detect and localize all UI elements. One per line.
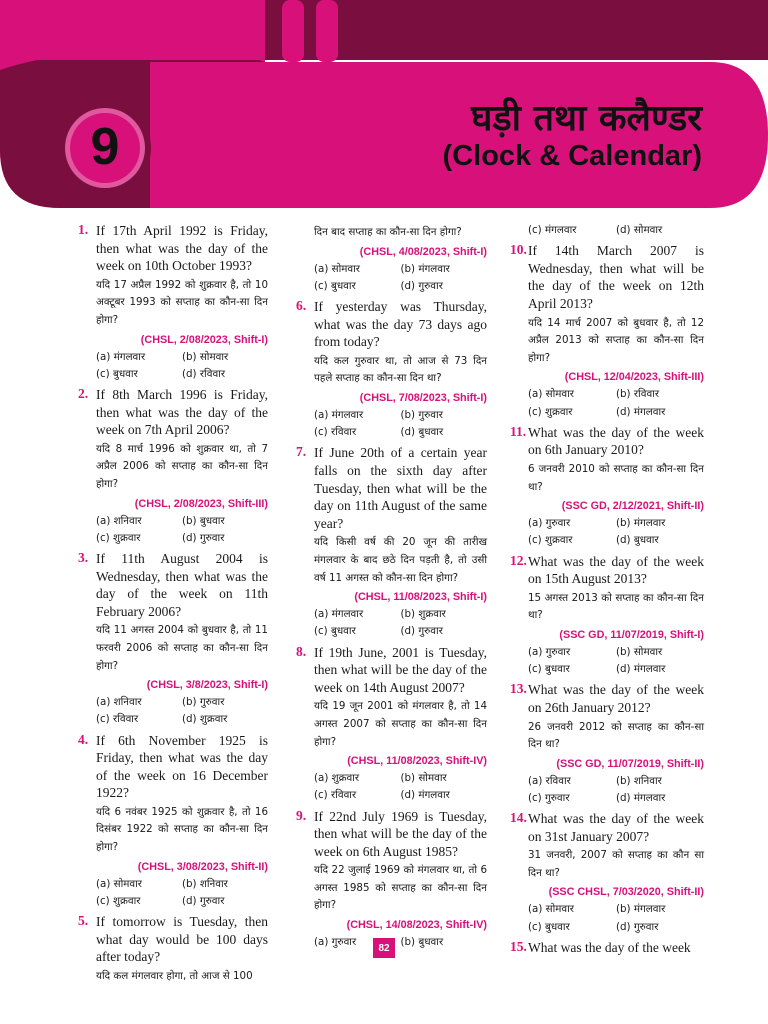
answer-option: (d) रविवार [182, 367, 226, 380]
answer-option: (a) गुरुवार [528, 517, 571, 530]
exam-source: (CHSL, 7/08/2023, Shift-I) [359, 391, 487, 404]
answer-option: (c) शुक्रवार [96, 531, 141, 544]
answer-option: (b) मंगलवार [400, 262, 450, 275]
question-text-hindi: यदि 22 जुलाई 1969 को मंगलवार था, तो 6 अगस्त 1985 को सप्ताह का कौन-सा दिन होगा? [314, 864, 487, 912]
question-text-english: What was the day of the week [528, 939, 691, 955]
answer-option: (a) शुक्रवार [314, 772, 360, 785]
answer-option: (c) गुरुवार [528, 791, 570, 804]
question-text-english: If 6th November 1925 is Friday, then what was the day of the week on 16 December 1922? [96, 732, 268, 801]
question-number: 2. [78, 385, 89, 401]
question-text-english: If June 20th of a certain year falls on the sixth day after Tuesday, then what will be the day on 11th August of the same year? [314, 445, 487, 531]
question-text-hindi: 15 अगस्त 2013 को सप्ताह का कौन-सा दिन था? [528, 591, 704, 622]
question-item [510, 939, 704, 957]
answer-option: (b) शनिवार [616, 774, 662, 787]
chapter-title-english: (Clock & Calendar) [442, 140, 702, 172]
answer-option: (a) मंगलवार [314, 608, 364, 621]
question-text-hindi: यदि 11 अगस्त 2004 को बुधवार है, तो 11 फरवरी 2006 को सप्ताह का कौन-सा दिन होगा? [96, 624, 268, 672]
question-text-hindi: 6 जनवरी 2010 को सप्ताह का कौन-सा दिन था? [528, 462, 704, 493]
question-number: 9. [296, 807, 307, 823]
answer-option: (b) सोमवार [182, 350, 229, 363]
question-text-english: If 17th April 1992 is Friday, then what was the day of the week on 10th October 1993? [96, 223, 268, 274]
answer-option: (d) बुधवार [400, 426, 444, 439]
exam-source: (CHSL, 14/08/2023, Shift-IV) [346, 919, 487, 932]
answer-options [314, 934, 487, 951]
question-number: 3. [78, 549, 89, 565]
exam-source: (SSC GD, 11/07/2019, Shift-I) [559, 628, 704, 641]
answer-option: (d) सोमवार [616, 224, 663, 236]
question-number: 10. [510, 242, 527, 258]
answer-option: (c) बुधवार [528, 663, 570, 676]
question-text-english: If 11th August 2004 is Wednesday, then what was the day of the week on 11th February 2006? [96, 550, 268, 619]
column-3 [510, 222, 704, 956]
question-text-hindi: यदि 19 जून 2001 को मंगलवार है, तो 14 अगस्त 2007 को सप्ताह का कौन-सा दिन होगा? [314, 700, 487, 748]
exam-source: (CHSL, 2/08/2023, Shift-III) [134, 497, 268, 510]
answer-option: (a) शनिवार [96, 514, 142, 527]
answer-option: (d) बुधवार [616, 534, 659, 547]
exam-source: (CHSL, 11/08/2023, Shift-IV) [347, 755, 487, 768]
question-text-english: What was the day of the week on 31st January 2007? [528, 811, 704, 844]
page-number: 82 [373, 938, 395, 958]
answer-option: (d) मंगलवार [400, 789, 450, 802]
answer-options [96, 513, 268, 547]
exam-source: (SSC GD, 11/07/2019, Shift-II) [556, 757, 704, 770]
answer-option: (b) मंगलवार [616, 517, 666, 530]
question-number: 13. [510, 681, 527, 697]
question-number: 14. [510, 810, 527, 826]
question-text-hindi: दिन बाद सप्ताह का कौन-सा दिन होगा? [314, 226, 462, 238]
answer-options [528, 644, 704, 678]
question-item [510, 681, 704, 807]
answer-option: (c) शुक्रवार [528, 534, 573, 547]
answer-option: (a) गुरुवार [528, 645, 571, 658]
answer-option: (b) सोमवार [616, 645, 663, 658]
question-number: 11. [510, 423, 527, 439]
answer-options [96, 694, 268, 728]
answer-options [96, 349, 268, 383]
chapter-title-hindi: घड़ी तथा कलैण्डर [471, 98, 702, 139]
answer-option: (c) बुधवार [96, 367, 138, 380]
question-number: 6. [296, 298, 307, 313]
question-number: 8. [296, 643, 307, 659]
question-text-english: If 14th March 2007 is Wednesday, then what will be the day of the week on 12th April 2013? [528, 243, 704, 311]
answer-option: (c) रविवार [314, 789, 357, 802]
answer-options [314, 606, 487, 640]
exam-source: (CHSL, 3/08/2023, Shift-II) [137, 860, 268, 873]
answer-options [314, 407, 487, 441]
answer-option: (a) शनिवार [96, 696, 142, 709]
answer-options [96, 876, 268, 910]
question-number: 15. [510, 938, 527, 954]
answer-option: (d) गुरुवार [616, 920, 659, 933]
question-item [78, 913, 268, 985]
question-item [296, 644, 487, 805]
question-number: 7. [296, 444, 307, 460]
exam-source: (CHSL, 2/08/2023, Shift-I) [140, 333, 268, 346]
answer-option: (c) बुधवार [528, 920, 570, 933]
answer-option: (c) शुक्रवार [96, 894, 141, 907]
answer-option: (b) मंगलवार [616, 903, 666, 916]
question-item [78, 732, 268, 911]
question-text-english: If 22nd July 1969 is Tuesday, then what will be the day of the week on 6th August 1985? [314, 808, 487, 859]
answer-option: (b) गुरुवार [400, 408, 443, 421]
answer-option: (d) शुक्रवार [182, 713, 228, 726]
column-2 [296, 222, 487, 954]
answer-option: (b) बुधवार [400, 936, 444, 949]
answer-options [528, 386, 704, 420]
answer-option: (c) बुधवार [314, 279, 356, 292]
question-number: 4. [78, 731, 89, 747]
exam-source: (SSC CHSL, 7/03/2020, Shift-II) [548, 886, 704, 899]
answer-option: (d) मंगलवार [616, 791, 666, 804]
question-item [510, 242, 704, 421]
answer-option: (c) मंगलवार [528, 224, 577, 236]
question-text-hindi: यदि कल मंगलवार होगा, तो आज से 100 [96, 969, 253, 982]
answer-option: (d) गुरुवार [400, 625, 443, 638]
answer-options [314, 770, 487, 804]
question-text-hindi: 31 जनवरी, 2007 को सप्ताह का कौन सा दिन था? [528, 849, 704, 879]
question-item [510, 810, 704, 936]
answer-option: (c) रविवार [96, 713, 139, 726]
question-number: 5. [78, 913, 89, 929]
exam-source: (CHSL, 3/8/2023, Shift-I) [146, 679, 268, 692]
answer-option: (b) सोमवार [400, 772, 447, 785]
question-item [296, 808, 487, 952]
exam-source: (CHSL, 12/04/2023, Shift-III) [564, 371, 704, 384]
banner-bar-2 [316, 0, 338, 62]
answer-option: (b) रविवार [616, 388, 660, 401]
column-1 [78, 222, 268, 985]
exam-source: (SSC GD, 2/12/2021, Shift-II) [561, 500, 704, 513]
answer-option: (b) बुधवार [182, 514, 225, 527]
question-text-english: What was the day of the week on 15th August 2013? [528, 553, 704, 587]
question-text-hindi: यदि 14 मार्च 2007 को बुधवार है, तो 12 अप्रैल 2013 को सप्ताह का कौन-सा दिन होगा? [528, 316, 704, 364]
answer-option: (b) शनिवार [182, 877, 228, 890]
answer-option: (c) रविवार [314, 426, 357, 439]
question-text-hindi: यदि 17 अप्रैल 1992 को शुक्रवार है, तो 10 अक्टूबर 1993 को सप्ताह का कौन-सा दिन होगा? [96, 278, 268, 326]
answer-options [528, 515, 704, 549]
question-item [78, 222, 268, 383]
answer-option: (c) शुक्रवार [528, 405, 573, 418]
question-text-hindi: यदि कल गुरुवार था, तो आज से 73 दिन पहले सप्ताह का कौन-सा दिन था? [314, 354, 487, 385]
answer-options [528, 773, 704, 807]
banner-bar-1 [282, 0, 304, 62]
answer-options [528, 901, 704, 935]
answer-option: (a) रविवार [528, 774, 571, 787]
answer-option: (d) गुरुवार [182, 531, 225, 544]
question-text-english: If 8th March 1996 is Friday, then what was the day of the week on 7th April 2006? [96, 386, 268, 438]
question-text-hindi: यदि 8 मार्च 1996 को शुक्रवार था, तो 7 अप्रैल 2006 को सप्ताह का कौन-सा दिन होगा? [96, 442, 268, 490]
answer-option: (b) गुरुवार [182, 696, 225, 709]
question-item [510, 553, 704, 679]
question-item [296, 298, 487, 441]
question-number: 1. [78, 222, 89, 237]
answer-option: (a) सोमवार [314, 262, 361, 275]
answer-option: (a) मंगलवार [96, 350, 146, 363]
question-item [296, 224, 487, 295]
question-text-hindi: यदि 6 नवंबर 1925 को शुक्रवार है, तो 16 दिसंबर 1922 को सप्ताह का कौन-सा दिन होगा? [96, 805, 268, 854]
answer-option: (c) बुधवार [314, 625, 356, 638]
answer-option: (a) सोमवार [528, 903, 575, 916]
question-item [510, 424, 704, 550]
question-text-english: If yesterday was Thursday, what was the day 73 days ago from today? [314, 299, 487, 350]
answer-option: (d) मंगलवार [616, 663, 666, 676]
answer-option: (a) गुरुवार [314, 936, 357, 949]
question-item [510, 222, 704, 239]
answer-options [528, 222, 704, 239]
question-text-english: If 19th June, 2001 is Tuesday, then what will be the day of the week on 14th August 2007? [314, 644, 487, 695]
answer-option: (b) शुक्रवार [400, 608, 446, 621]
question-number: 12. [510, 552, 527, 568]
answer-option: (a) मंगलवार [314, 408, 364, 421]
question-item [78, 550, 268, 729]
exam-source: (CHSL, 11/08/2023, Shift-I) [354, 591, 487, 604]
answer-option: (d) गुरुवार [400, 279, 443, 292]
question-text-english: If tomorrow is Tuesday, then what day would be 100 days after today? [96, 914, 268, 965]
answer-option: (d) मंगलवार [616, 405, 666, 418]
question-text-english: What was the day of the week on 26th January 2012? [528, 682, 704, 715]
banner-top-strip [265, 0, 768, 60]
question-item [296, 444, 487, 640]
answer-option: (a) सोमवार [96, 877, 143, 890]
chapter-number: 9 [90, 118, 120, 176]
answer-option: (d) गुरुवार [182, 894, 225, 907]
exam-source: (CHSL, 4/08/2023, Shift-I) [359, 245, 487, 258]
answer-options [314, 261, 487, 295]
question-text-hindi: यदि किसी वर्ष की 20 जून की तारीख मंगलवार के बाद छठे दिन पड़ती है, तो उसी वर्ष 11 अगस्त को कौन-सा दिन होगा? [314, 536, 487, 584]
answer-option: (a) सोमवार [528, 388, 575, 401]
question-item [78, 386, 268, 547]
question-text-english: What was the day of the week on 6th January 2010? [528, 424, 704, 458]
question-text-hindi: 26 जनवरी 2012 को सप्ताह का कौन-सा दिन था? [528, 720, 704, 751]
